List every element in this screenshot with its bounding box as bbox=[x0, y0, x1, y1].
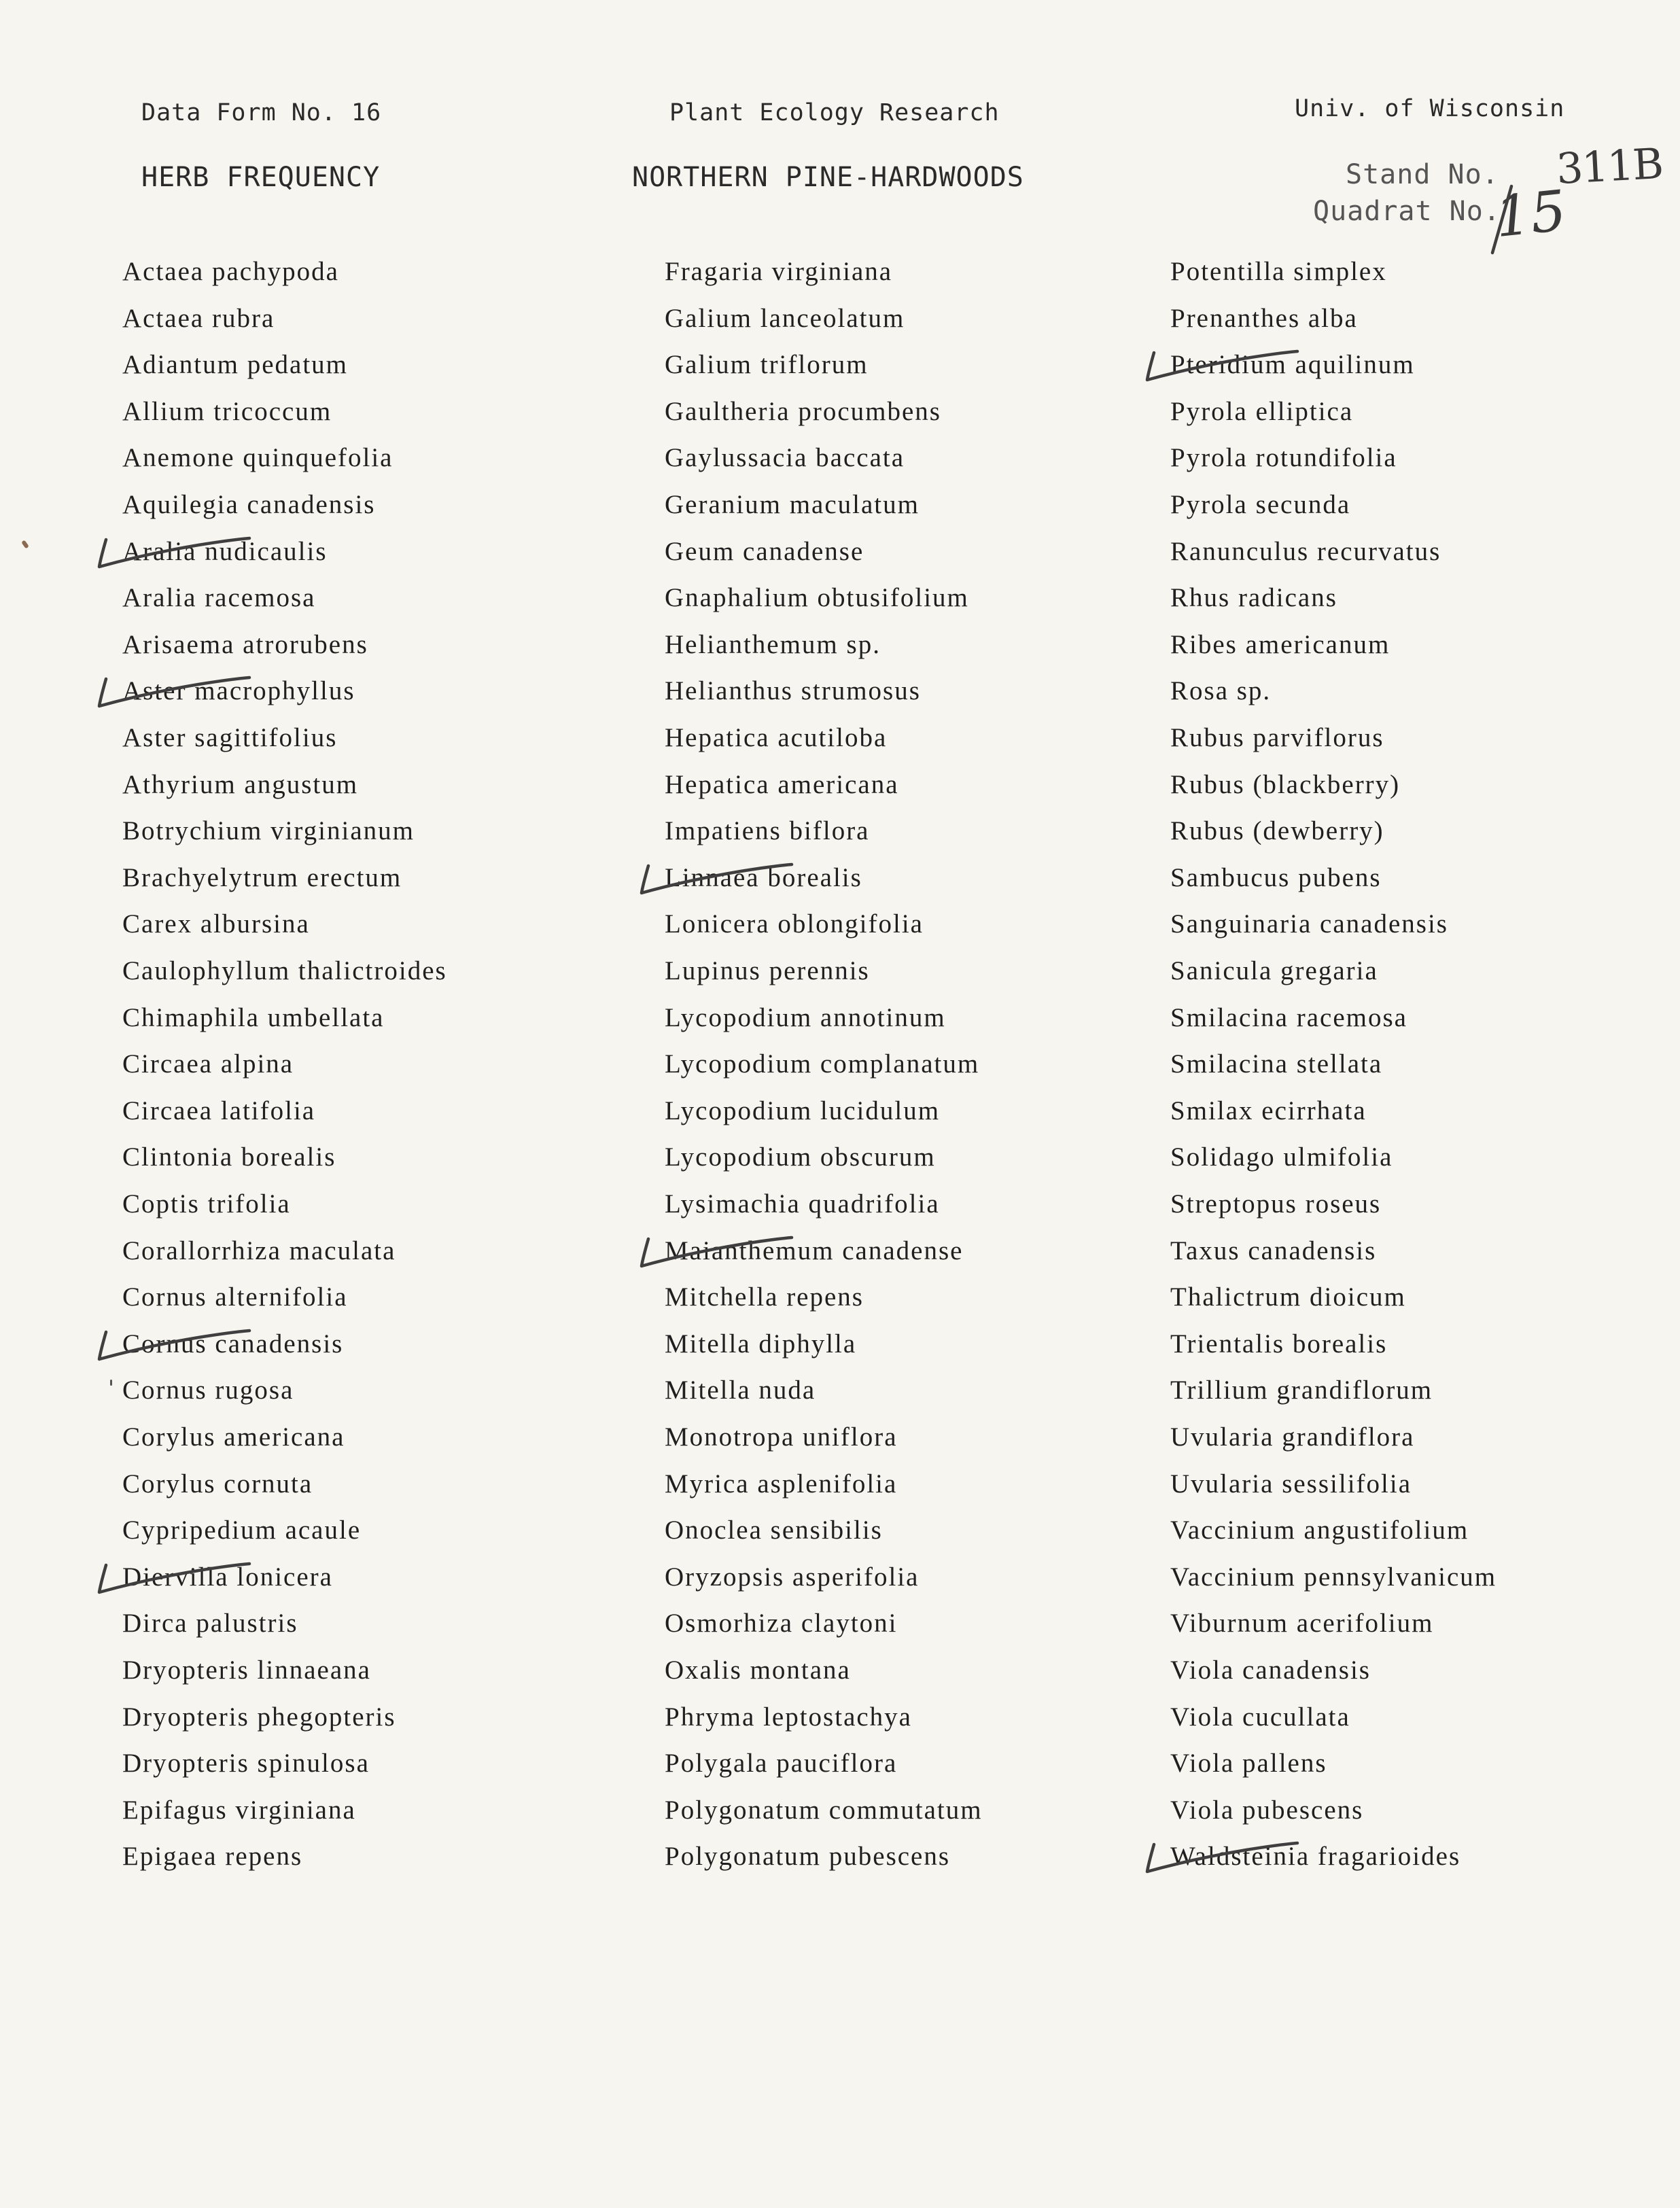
species-cornus-alternifolia: Cornus alternifolia bbox=[122, 1282, 348, 1312]
quadrat-number-label: Quadrat No. bbox=[1313, 196, 1501, 227]
quadrat-number-value: 15 bbox=[1492, 178, 1570, 251]
species-sanguinaria-canadensis: Sanguinaria canadensis bbox=[1170, 909, 1448, 939]
species-lycopodium-obscurum: Lycopodium obscurum bbox=[665, 1142, 936, 1172]
species-uvularia-sessilifolia: Uvularia sessilifolia bbox=[1170, 1469, 1412, 1499]
species-cornus-rugosa: Cornus rugosa bbox=[122, 1375, 294, 1405]
species-galium-triflorum: Galium triflorum bbox=[665, 350, 869, 379]
species-botrychium-virginianum: Botrychium virginianum bbox=[122, 816, 415, 845]
species-fragaria-virginiana: Fragaria virginiana bbox=[665, 257, 893, 286]
species-osmorhiza-claytoni: Osmorhiza claytoni bbox=[665, 1609, 898, 1638]
species-coptis-trifolia: Coptis trifolia bbox=[122, 1189, 291, 1219]
species-sambucus-pubens: Sambucus pubens bbox=[1170, 863, 1382, 892]
species-adiantum-pedatum: Adiantum pedatum bbox=[122, 350, 349, 379]
species-lycopodium-complanatum: Lycopodium complanatum bbox=[665, 1049, 980, 1079]
check-mark-aster-macrophyllus bbox=[97, 668, 273, 716]
paper-speck bbox=[110, 1380, 112, 1386]
paper-speck bbox=[21, 540, 29, 548]
species-caulophyllum-thalictroides: Caulophyllum thalictroides bbox=[122, 956, 447, 985]
species-gaylussacia-baccata: Gaylussacia baccata bbox=[665, 443, 905, 472]
species-polygala-pauciflora: Polygala pauciflora bbox=[665, 1749, 898, 1778]
species-pyrola-elliptica: Pyrola elliptica bbox=[1170, 397, 1354, 426]
species-smilacina-racemosa: Smilacina racemosa bbox=[1170, 1003, 1407, 1032]
species-actaea-rubra: Actaea rubra bbox=[122, 304, 275, 333]
form-number: Data Form No. 16 bbox=[141, 99, 382, 126]
species-polygonatum-pubescens: Polygonatum pubescens bbox=[665, 1842, 951, 1871]
species-polygonatum-commutatum: Polygonatum commutatum bbox=[665, 1795, 983, 1825]
species-thalictrum-dioicum: Thalictrum dioicum bbox=[1170, 1282, 1406, 1312]
species-allium-tricoccum: Allium tricoccum bbox=[122, 397, 332, 426]
species-pteridium-aquilinum: Pteridium aquilinum bbox=[1170, 350, 1415, 379]
species-rhus-radicans: Rhus radicans bbox=[1170, 583, 1337, 612]
species-ranunculus-recurvatus: Ranunculus recurvatus bbox=[1170, 537, 1441, 566]
species-rubus-dewberry: Rubus (dewberry) bbox=[1170, 816, 1384, 845]
species-arisaema-atrorubens: Arisaema atrorubens bbox=[122, 630, 368, 659]
check-mark-cornus-canadensis bbox=[97, 1321, 273, 1369]
species-circaea-alpina: Circaea alpina bbox=[122, 1049, 294, 1079]
species-trientalis-borealis: Trientalis borealis bbox=[1170, 1329, 1388, 1359]
species-lysimachia-quadrifolia: Lysimachia quadrifolia bbox=[665, 1189, 940, 1219]
species-chimaphila-umbellata: Chimaphila umbellata bbox=[122, 1003, 385, 1032]
species-uvularia-grandiflora: Uvularia grandiflora bbox=[1170, 1422, 1415, 1452]
species-clintonia-borealis: Clintonia borealis bbox=[122, 1142, 336, 1172]
species-viburnum-acerifolium: Viburnum acerifolium bbox=[1170, 1609, 1434, 1638]
species-lonicera-oblongifolia: Lonicera oblongifolia bbox=[665, 909, 924, 939]
university-name: Univ. of Wisconsin bbox=[1295, 95, 1565, 122]
species-dryopteris-spinulosa: Dryopteris spinulosa bbox=[122, 1749, 370, 1778]
species-dirca-palustris: Dirca palustris bbox=[122, 1609, 298, 1638]
species-rosa-sp: Rosa sp. bbox=[1170, 676, 1272, 705]
species-waldsteinia-fragarioides: Waldsteinia fragarioides bbox=[1170, 1842, 1461, 1871]
species-vaccinium-pennsylvanicum: Vaccinium pennsylvanicum bbox=[1170, 1562, 1497, 1592]
check-mark-waldsteinia-fragarioides bbox=[1144, 1834, 1321, 1881]
species-corallorrhiza-maculata: Corallorrhiza maculata bbox=[122, 1236, 396, 1265]
species-helianthemum-sp: Helianthemum sp. bbox=[665, 630, 881, 659]
stand-number-label: Stand No. bbox=[1346, 159, 1499, 190]
species-viola-canadensis: Viola canadensis bbox=[1170, 1655, 1371, 1685]
species-lupinus-perennis: Lupinus perennis bbox=[665, 956, 870, 985]
species-epifagus-virginiana: Epifagus virginiana bbox=[122, 1795, 356, 1825]
species-solidago-ulmifolia: Solidago ulmifolia bbox=[1170, 1142, 1393, 1172]
species-onoclea-sensibilis: Onoclea sensibilis bbox=[665, 1515, 883, 1545]
species-cornus-canadensis: Cornus canadensis bbox=[122, 1329, 344, 1359]
check-mark-linnaea-borealis bbox=[639, 855, 816, 903]
check-mark-diervilla-lonicera bbox=[97, 1554, 273, 1602]
species-dryopteris-phegopteris: Dryopteris phegopteris bbox=[122, 1702, 396, 1732]
species-trillium-grandiflorum: Trillium grandiflorum bbox=[1170, 1375, 1433, 1405]
species-pyrola-rotundifolia: Pyrola rotundifolia bbox=[1170, 443, 1397, 472]
species-carex-albursina: Carex albursina bbox=[122, 909, 310, 939]
species-pyrola-secunda: Pyrola secunda bbox=[1170, 490, 1351, 519]
species-gnaphalium-obtusifolium: Gnaphalium obtusifolium bbox=[665, 583, 969, 612]
species-anemone-quinquefolia: Anemone quinquefolia bbox=[122, 443, 393, 472]
species-dryopteris-linnaeana: Dryopteris linnaeana bbox=[122, 1655, 371, 1685]
species-smilacina-stellata: Smilacina stellata bbox=[1170, 1049, 1383, 1079]
check-mark-maianthemum-canadense bbox=[639, 1228, 816, 1276]
research-title: Plant Ecology Research bbox=[669, 99, 1000, 126]
species-geum-canadense: Geum canadense bbox=[665, 537, 864, 566]
species-galium-lanceolatum: Galium lanceolatum bbox=[665, 304, 905, 333]
community-title: NORTHERN PINE-HARDWOODS bbox=[632, 162, 1024, 193]
species-viola-pallens: Viola pallens bbox=[1170, 1749, 1327, 1778]
species-gaultheria-procumbens: Gaultheria procumbens bbox=[665, 397, 941, 426]
species-taxus-canadensis: Taxus canadensis bbox=[1170, 1236, 1377, 1265]
species-rubus-parviflorus: Rubus parviflorus bbox=[1170, 723, 1384, 752]
species-corylus-cornuta: Corylus cornuta bbox=[122, 1469, 313, 1499]
check-mark-aralia-nudicaulis bbox=[97, 529, 273, 576]
species-maianthemum-canadense: Maianthemum canadense bbox=[665, 1236, 964, 1265]
species-rubus-blackberry: Rubus (blackberry) bbox=[1170, 770, 1401, 799]
check-mark-pteridium-aquilinum bbox=[1144, 342, 1321, 389]
quadrat-slash-mark bbox=[1488, 183, 1516, 258]
species-monotropa-uniflora: Monotropa uniflora bbox=[665, 1422, 898, 1452]
species-aster-sagittifolius: Aster sagittifolius bbox=[122, 723, 338, 752]
species-hepatica-americana: Hepatica americana bbox=[665, 770, 899, 799]
species-aster-macrophyllus: Aster macrophyllus bbox=[122, 676, 355, 705]
species-lycopodium-annotinum: Lycopodium annotinum bbox=[665, 1003, 946, 1032]
species-viola-pubescens: Viola pubescens bbox=[1170, 1795, 1364, 1825]
species-smilax-ecirrhata: Smilax ecirrhata bbox=[1170, 1096, 1367, 1125]
species-aquilegia-canadensis: Aquilegia canadensis bbox=[122, 490, 376, 519]
species-vaccinium-angustifolium: Vaccinium angustifolium bbox=[1170, 1515, 1469, 1545]
species-actaea-pachypoda: Actaea pachypoda bbox=[122, 257, 339, 286]
species-oryzopsis-asperifolia: Oryzopsis asperifolia bbox=[665, 1562, 920, 1592]
species-epigaea-repens: Epigaea repens bbox=[122, 1842, 303, 1871]
species-lycopodium-lucidulum: Lycopodium lucidulum bbox=[665, 1096, 941, 1125]
species-brachyelytrum-erectum: Brachyelytrum erectum bbox=[122, 863, 402, 892]
species-phryma-leptostachya: Phryma leptostachya bbox=[665, 1702, 912, 1732]
species-oxalis-montana: Oxalis montana bbox=[665, 1655, 851, 1685]
species-cypripedium-acaule: Cypripedium acaule bbox=[122, 1515, 362, 1545]
species-mitella-nuda: Mitella nuda bbox=[665, 1375, 816, 1405]
species-circaea-latifolia: Circaea latifolia bbox=[122, 1096, 316, 1125]
species-sanicula-gregaria: Sanicula gregaria bbox=[1170, 956, 1378, 985]
species-prenanthes-alba: Prenanthes alba bbox=[1170, 304, 1358, 333]
species-aralia-racemosa: Aralia racemosa bbox=[122, 583, 316, 612]
species-myrica-asplenifolia: Myrica asplenifolia bbox=[665, 1469, 898, 1499]
species-diervilla-lonicera: Diervilla lonicera bbox=[122, 1562, 333, 1592]
species-mitchella-repens: Mitchella repens bbox=[665, 1282, 864, 1312]
species-streptopus-roseus: Streptopus roseus bbox=[1170, 1189, 1382, 1219]
species-aralia-nudicaulis: Aralia nudicaulis bbox=[122, 537, 328, 566]
species-corylus-americana: Corylus americana bbox=[122, 1422, 345, 1452]
species-geranium-maculatum: Geranium maculatum bbox=[665, 490, 920, 519]
species-mitella-diphylla: Mitella diphylla bbox=[665, 1329, 857, 1359]
species-potentilla-simplex: Potentilla simplex bbox=[1170, 257, 1387, 286]
species-hepatica-acutiloba: Hepatica acutiloba bbox=[665, 723, 888, 752]
species-ribes-americanum: Ribes americanum bbox=[1170, 630, 1390, 659]
species-athyrium-angustum: Athyrium angustum bbox=[122, 770, 359, 799]
species-helianthus-strumosus: Helianthus strumosus bbox=[665, 676, 921, 705]
species-linnaea-borealis: Linnaea borealis bbox=[665, 863, 862, 892]
species-viola-cucullata: Viola cucullata bbox=[1170, 1702, 1350, 1732]
stand-number-value: 311B bbox=[1555, 138, 1664, 194]
species-impatiens-biflora: Impatiens biflora bbox=[665, 816, 870, 845]
form-title: HERB FREQUENCY bbox=[141, 162, 381, 193]
